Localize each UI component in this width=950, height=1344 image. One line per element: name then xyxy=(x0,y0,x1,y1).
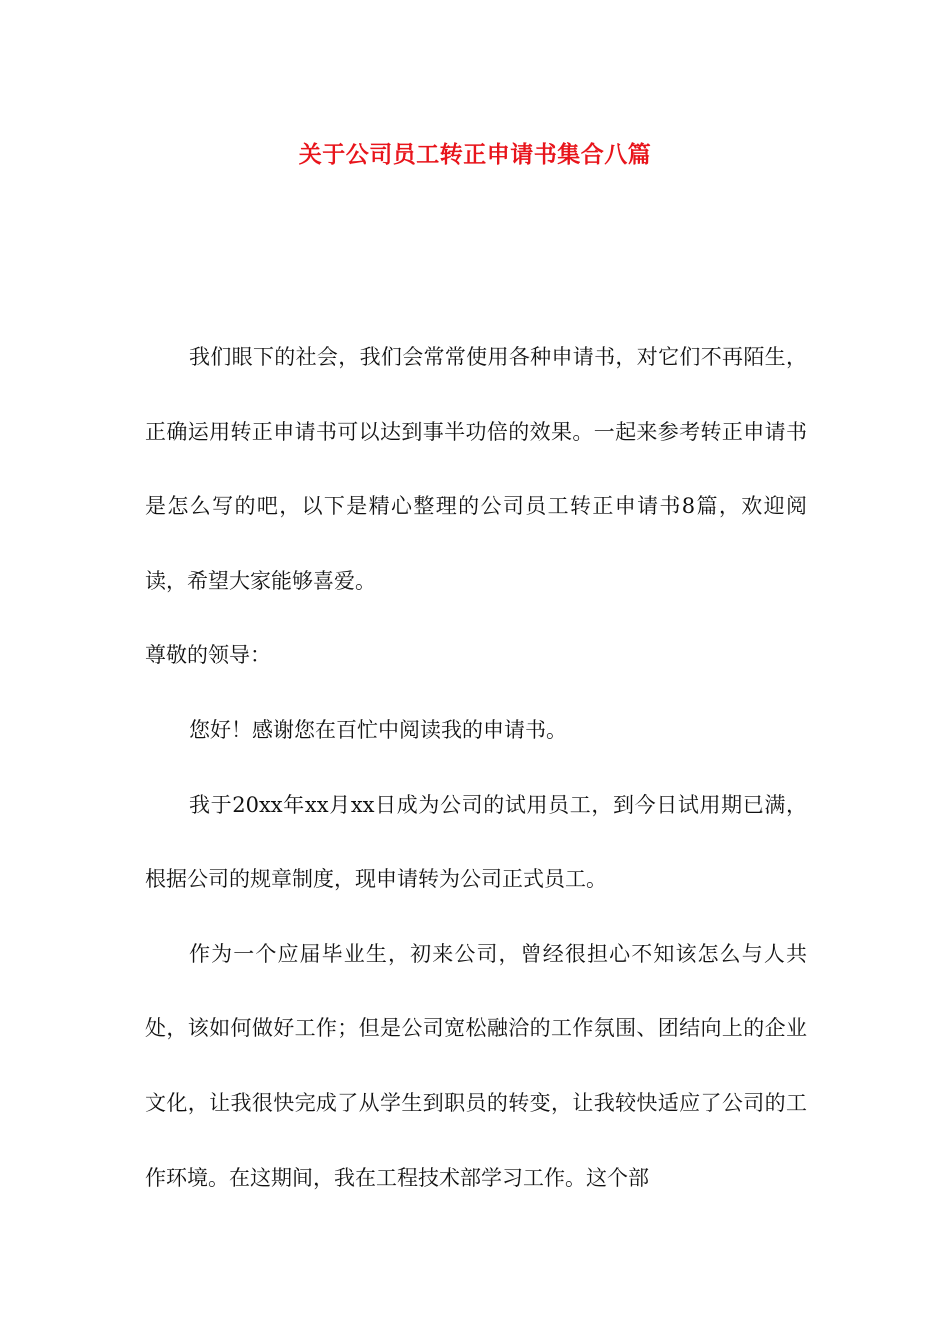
greeting-paragraph: 您好！感谢您在百忙中阅读我的申请书。 xyxy=(189,717,567,742)
salutation: 尊敬的领导： xyxy=(145,643,271,668)
experience-paragraph: 作为一个应届毕业生，初来公司，曾经很担心不知该怎么与人共处，该如何做好工作；但是公司宽松融洽的工作氛围、团结向上的企业文化，让我很快完成了从学生到职员的转变，让我较快适应了公司的工作环境。在这期间，我在工程技术部学习工作。这个部 xyxy=(145,941,807,1190)
intro-paragraph: 我们眼下的社会，我们会常常使用各种申请书，对它们不再陌生，正确运用转正申请书可以达到事半功倍的效果。一起来参考转正申请书是怎么写的吧，以下是精心整理的公司员工转正申请书8篇，欢迎阅读，希望大家能够喜爱。 xyxy=(145,345,807,593)
document-body xyxy=(145,320,807,1215)
probation-paragraph: 我于20xx年xx月xx日成为公司的试用员工，到今日试用期已满，根据公司的规章制度，现申请转为公司正式员工。 xyxy=(145,792,807,892)
document-title: 关于公司员工转正申请书集合八篇 xyxy=(298,142,652,168)
